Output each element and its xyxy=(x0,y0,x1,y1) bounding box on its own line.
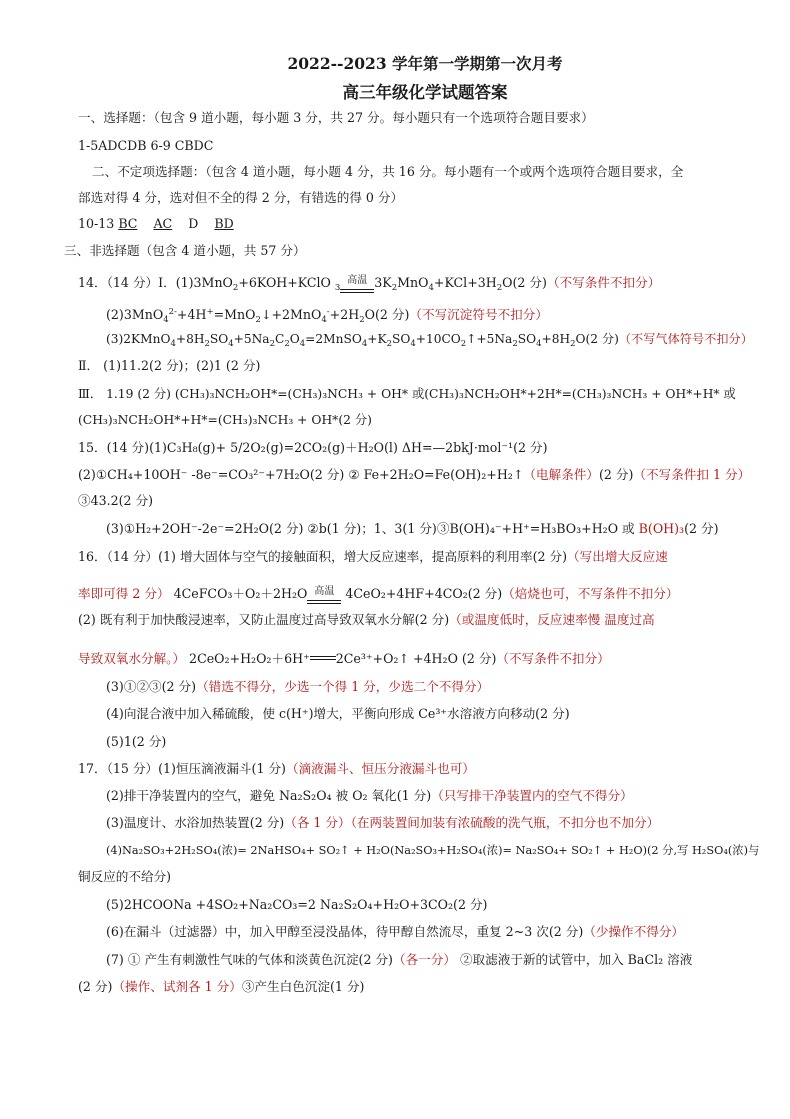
grading-note: （或温度低时，反应速率慢 温度过高 xyxy=(449,612,655,627)
q14-eq3-part: SO xyxy=(209,332,229,346)
q15-score: (2 分) xyxy=(684,521,719,536)
q16-eq: 4CeFCO₃＋O₂＋2H₂O xyxy=(169,586,308,601)
q17-line1 xyxy=(78,761,475,777)
grading-note: （滴液漏斗、恒压分液漏斗也可） xyxy=(285,761,475,776)
q16-eq: 4CeO₂+4HF+4CO₂(2 分) xyxy=(341,586,503,601)
q14-eq2-part: (2)3MnO xyxy=(106,307,164,322)
q14-eq1-part: O(2 分) xyxy=(502,275,547,290)
q15-eq: (3)①H₂+2OH⁻-2e⁻=2H₂O(2 分) ②b(1 分)；1、3(1 分)③B(OH)₄⁻+H⁺=H₃BO₃+H₂O 或 xyxy=(106,521,639,536)
section3-heading: 三、非选择题（包含 4 道小题，共 57 分） xyxy=(64,243,306,258)
q17-line4: (4)Na₂SO₃+2H₂SO₄(浓)= 2NaHSO₄+ SO₂↑ + H₂O(Na₂SO₃+H₂SO₄(浓)= Na₂SO₄+ SO₂↑ + H₂O)(2 分,写 H₂SO₄(浓)与 xyxy=(106,844,760,857)
q14-eq3-part: SO xyxy=(391,332,411,346)
q16-line7: (5)1(2 分) xyxy=(106,734,167,749)
q17-answer: 17．（15 分）(1)恒压滴液漏斗(1 分) xyxy=(78,761,286,776)
q17-answer: (6)在漏斗（过滤器）中，加入甲醇至浸没晶体，待甲醇自然流尽，重复 2~3 次(2 分) xyxy=(106,924,584,939)
q15-alt-answer: B(OH)₃ xyxy=(638,521,685,536)
q14-eq3-part: O(2 分) xyxy=(575,332,619,346)
q14-eq3-part: ↑+5Na xyxy=(466,332,513,346)
grading-note: （各一分） xyxy=(392,952,456,967)
q17-line6: (5)2HCOONa +4SO₂+Na₂CO₃=2 Na₂S₂O₄+H₂O+3CO₂(2 分) xyxy=(106,897,488,912)
reaction-condition: 高温 xyxy=(340,273,374,289)
q17-answer: (2)排干净装置内的空气，避免 Na₂S₂O₄ 被 O₂ 氧化(1 分) xyxy=(106,788,432,803)
grading-note: （写出增大反应速 xyxy=(567,549,668,564)
q14-part3-line2: (CH₃)₃NCH₂OH*+H*=(CH₃)₃NCH₃ + OH*(2 分) xyxy=(78,413,372,427)
q14-eq2-part: +2H xyxy=(329,307,360,322)
q14-eq3-part: C xyxy=(275,332,285,346)
q17-line2 xyxy=(106,788,633,804)
q16-answer: (2) 既有利于加快酸浸速率，又防止温度过高导致双氧水分解(2 分) xyxy=(78,612,450,627)
section1-heading: 一、选择题：（包含 9 道小题，每小题 3 分，共 27 分。每小题只有一个选项符合题目要求） xyxy=(78,110,594,125)
q14-eq1-part: MnO xyxy=(397,275,429,290)
q16-line1 xyxy=(78,549,668,565)
section2-answers xyxy=(78,216,234,232)
q17-score: (2 分) xyxy=(78,979,113,994)
q17-line3 xyxy=(106,815,659,831)
q15-line4 xyxy=(106,521,719,537)
q14-eq2-part: +4H xyxy=(176,307,207,322)
q15-score: (2 分) xyxy=(598,467,634,482)
q14-line3: $(3)2KMnO_4+8H_2SO_4+5Na_2C_2O_4=2MnSO_4+K_2SO_4+10CO_2↑+5Na_2SO_4+8H_2O(2$ 分)（不写气体符号不扣分） xyxy=(106,332,753,349)
q14-part3-line1: Ⅲ． 1.19 (2 分) (CH₃)₃NCH₂OH*=(CH₃)₃NCH₃ + OH* 或(CH₃)₃NCH₂OH*+2H*=(CH₃)₃NCH₃ + OH*+H* 或 xyxy=(78,387,736,401)
q16-answer: (3)①②③(2 分) xyxy=(106,679,197,694)
grading-note: （操作、试剂各 1 分） xyxy=(112,979,242,994)
answer-10: BC xyxy=(118,216,138,231)
q16-line5 xyxy=(106,679,489,695)
grading-note: （不写条件不扣分） xyxy=(546,275,661,290)
grading-note: （不写气体符号不扣分） xyxy=(618,332,753,346)
q14-eq1-part: 14．（14 分）Ⅰ．(1)3MnO xyxy=(78,275,233,290)
equals-sign xyxy=(310,654,336,662)
section2-heading-line1: 二、不定项选择题：（包含 4 道小题，每小题 4 分，共 16 分。每小题有一个或两个选项符合题目要求，全 xyxy=(92,164,684,179)
q17-answer: (3)温度计、水浴加热装置(2 分) xyxy=(106,815,285,830)
grading-note: （只写排干净装置内的空气不得分） xyxy=(431,788,633,803)
q14-eq3-part: +10CO xyxy=(415,332,461,346)
q17-line9 xyxy=(78,979,364,995)
answer-11: AC xyxy=(153,216,173,231)
grading-note: （不写条件不扣分） xyxy=(496,651,610,666)
q14-eq1-part: +6KOH+KClO xyxy=(238,275,335,290)
q16-line3 xyxy=(78,612,655,628)
section2-heading-line2: 部选对得 4 分，选对但不全的得 2 分，有错选的得 0 分） xyxy=(78,190,404,205)
q14-eq3-part: +8H xyxy=(175,332,205,346)
exam-title: 2022--2023 学年第一学期第一次月考 xyxy=(287,54,563,73)
q17-answer: ③产生白色沉淀(1 分) xyxy=(241,979,365,994)
q14-eq1-part: 3K xyxy=(374,275,392,290)
q14-eq2-part: O(2 分) xyxy=(364,307,410,322)
q14-eq3-part: O xyxy=(289,332,300,346)
q15-eq: (2)①CH₄+10OH⁻ -8e⁻=CO₃²⁻+7H₂O(2 分) ② Fe+2H₂O=Fe(OH)₂+H₂↑ xyxy=(78,467,524,482)
q17-line8 xyxy=(106,952,692,968)
reaction-condition: 高温 xyxy=(307,584,341,600)
q14-line2: $(2)3MnO_4^{2-}+4H^+=MnO_2↓+2MnO_4^-+2H_2O(2$ 分)（不写沉淀符号不扣分） xyxy=(106,307,548,325)
q16-line4 xyxy=(78,651,610,667)
exam-subtitle: 高三年级化学试题答案 xyxy=(342,83,508,102)
q14-part2: Ⅱ． (1)11.2(2 分)；(2)1 (2 分) xyxy=(78,358,261,373)
q16-answer: 16．（14 分）(1) 增大固体与空气的接触面积，增大反应速率，提高原料的利用率(2 分) xyxy=(78,549,568,564)
q14-eq3-part: (3)2KMnO xyxy=(106,332,171,346)
q16-line6: (4)向混合液中加入稀硫酸，使 c(H⁺)增大，平衡向形成 Ce³⁺水溶液方向移动(2 分) xyxy=(106,706,570,721)
q14-eq3-part: +5Na xyxy=(233,332,270,346)
q16-line2 xyxy=(78,584,678,602)
q17-line7 xyxy=(106,924,684,940)
q14-eq2-part: =MnO xyxy=(213,307,256,322)
grading-note: （不写条件扣 1 分） xyxy=(633,467,751,482)
q14-eq1-part: +KCl+3H xyxy=(433,275,497,290)
answer-13: BD xyxy=(214,216,234,231)
grading-note: 率即可得 2 分） xyxy=(78,586,170,601)
q17-answer: ②取滤液于新的试管中，加入 BaCl₂ 溶液 xyxy=(455,952,693,967)
grading-note: （不写沉淀符号不扣分） xyxy=(409,307,548,322)
q15-line2 xyxy=(78,467,750,483)
q16-eq: 2Ce³⁺+O₂↑ +4H₂O (2 分) xyxy=(335,651,497,666)
q17-answer: (7) ① 产生有刺激性气味的气体和淡黄色沉淀(2 分) xyxy=(106,952,393,967)
answer-12: D xyxy=(188,216,199,231)
section2-prefix: 10-13 xyxy=(78,216,119,231)
q14-eq3-part: +8H xyxy=(541,332,571,346)
q14-eq3-part: SO xyxy=(517,332,537,346)
grading-note: （电解条件） xyxy=(523,467,599,482)
grading-note: （少操作不得分） xyxy=(583,924,685,939)
grading-note: （各 1 分）（在两装置间加装有浓硫酸的洗气瓶，不扣分也不加分） xyxy=(284,815,660,830)
q16-eq: 2CeO₂+H₂O₂＋6H⁺ xyxy=(185,651,310,666)
q17-line5: 铜反应的不给分) xyxy=(78,869,172,884)
q14-eq2-part: ↓+2MnO xyxy=(260,307,322,322)
q15-line3: ③43.2(2 分) xyxy=(78,493,154,508)
grading-note: 导致双氧水分解。） xyxy=(78,651,186,666)
q14-eq3-part: =2MnSO xyxy=(305,332,362,346)
section1-answers: 1-5ADCDB 6-9 CBDC xyxy=(78,138,214,153)
grading-note: （错选不得分，少选一个得 1 分，少选二个不得分） xyxy=(196,679,490,694)
q14-line1: 14．（14 分）Ⅰ．(1)3MnO$_2$+6KOH+KClO $_3$高温 $3K_2MnO_4+KCl+3H_2O(2$ 分)（不写条件不扣分） xyxy=(78,275,661,293)
q14-eq3-part: +K xyxy=(367,332,387,346)
q15-line1: 15．(14 分)(1)C₃H₈(g)+ 5/2O₂(g)=2CO₂(g)＋H₂O(l) ΔH=—2bkJ·mol⁻¹(2 分) xyxy=(78,440,548,455)
grading-note: （焙烧也可，不写条件不扣分） xyxy=(502,586,679,601)
